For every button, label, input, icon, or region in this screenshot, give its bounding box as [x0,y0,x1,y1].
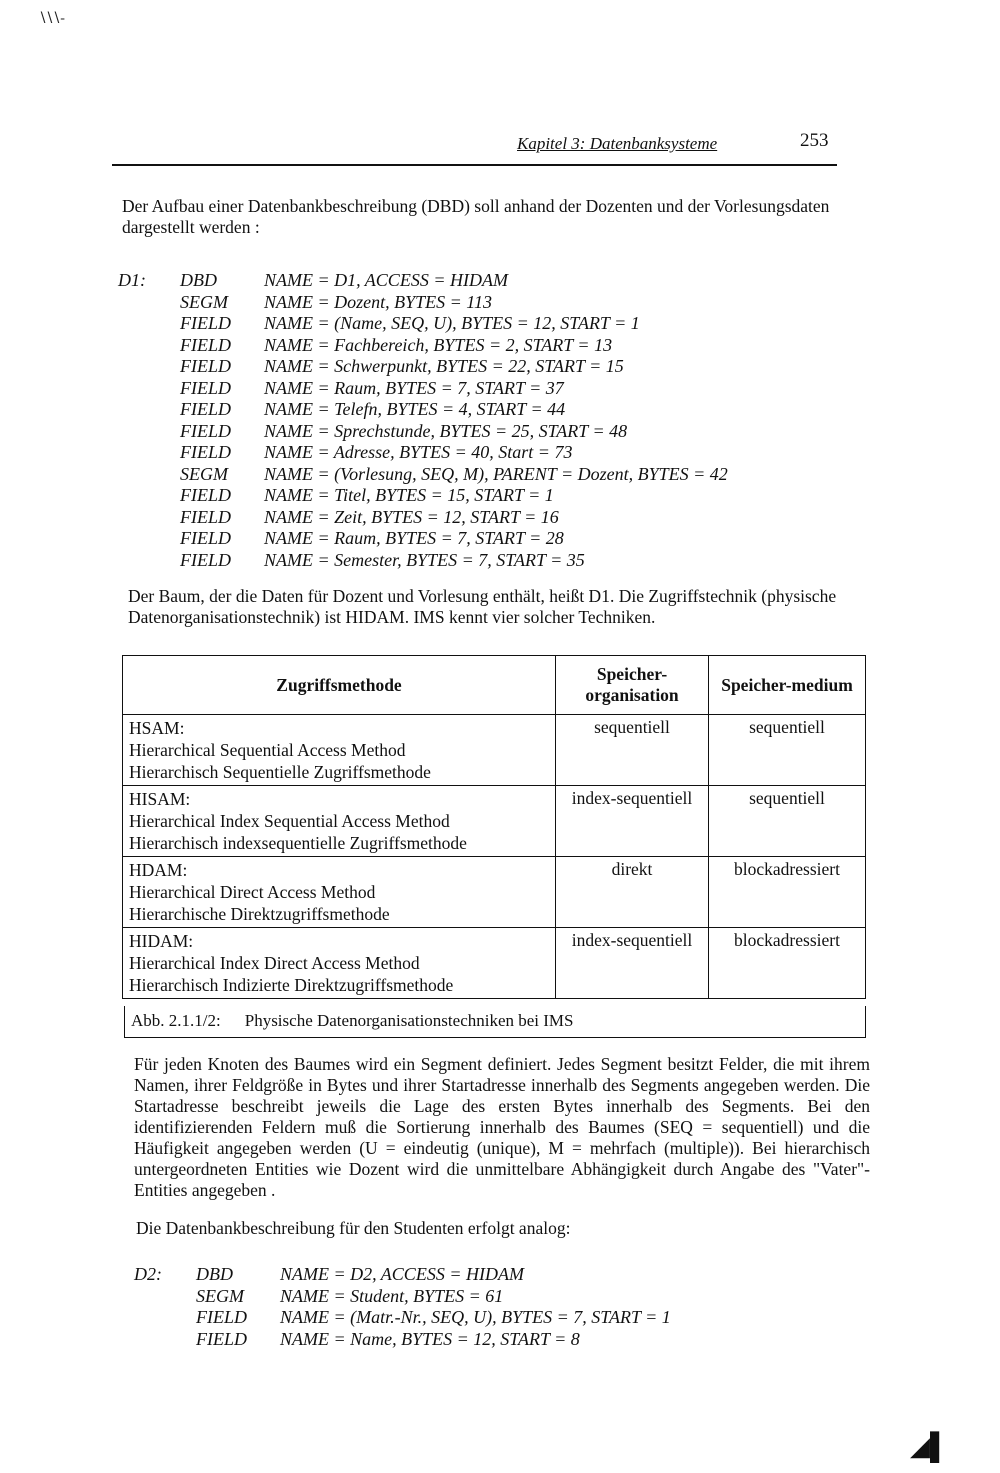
method-cell [123,715,556,786]
organisation-cell: index-sequentiell [556,786,709,857]
d1-row [118,421,728,443]
scan-mark: ∖∖∖ - [38,11,63,26]
method-cell [123,786,556,857]
d1-row [118,550,728,572]
d1-row [118,313,728,335]
method-cell [123,857,556,928]
d1-keyword: FIELD [180,549,231,570]
d1-row [118,507,728,529]
method-german: Hierarchisch Indizierte Direktzugriffsmethode [129,975,454,995]
d2-row [134,1307,671,1329]
d1-statement: NAME = Titel, BYTES = 15, START = 1 [264,485,554,505]
header-storage-organisation: Speicher-organisation [556,656,709,715]
table-row [123,857,866,928]
d1-label: D1: [118,270,146,290]
d1-keyword: FIELD [180,377,231,398]
d1-row [118,292,728,314]
d1-statement: NAME = Raum, BYTES = 7, START = 28 [264,528,564,548]
d1-statement: NAME = Sprechstunde, BYTES = 25, START = 48 [264,420,628,441]
table-row [123,786,866,857]
d2-statement: NAME = (Matr.-Nr., SEQ, U), BYTES = 7, START = 1 [280,1307,671,1327]
d1-keyword: FIELD [180,334,231,355]
method-name: HISAM: [129,789,191,809]
header-access-method: Zugriffsmethode [123,656,556,715]
d1-row [118,378,728,400]
d2-statement: NAME = D2, ACCESS = HIDAM [280,1264,524,1284]
d1-keyword: SEGM [180,291,228,312]
method-english: Hierarchical Sequential Access Method [129,740,406,760]
medium-cell: sequentiell [709,786,866,857]
method-german: Hierarchisch Sequentielle Zugriffsmethode [129,762,431,782]
d1-keyword: FIELD [180,420,231,441]
intro-paragraph: Der Aufbau einer Datenbankbeschreibung (DBD) soll anhand der Dozenten und der Vorlesungsdaten dargestellt werden : [122,196,830,237]
d2-intro-paragraph: Die Datenbankbeschreibung für den Studenten erfolgt analog: [136,1218,571,1238]
organisation-cell: index-sequentiell [556,928,709,999]
method-english: Hierarchical Index Direct Access Method [129,953,420,973]
method-name: HSAM: [129,718,185,738]
d1-keyword: FIELD [180,506,231,527]
d1-keyword: DBD [180,270,217,290]
d1-row [118,399,728,421]
body-paragraph: Für jeden Knoten des Baumes wird ein Segment definiert. Jedes Segment besitzt Felder, die mit ihrem Namen, ihrer Feldgröße in Bytes und ihrer Startadresse innerhalb des Segments angegeben werden. Die Startadresse beschreibt jeweils die Lage des ersten Bytes innerhalb des Segments. Bei den identifizierenden Feldern muß die Sortierung innerhalb des Baumes (SEQ = sequentiell) und die Häufigkeit angegeben werden (U = eindeutig (unique), M = mehrfach (multiple)). Bei hierarchisch untergeordneten Entities wie Dozent wird die unmittelbare Abhängigkeit durch Angabe des "Vater"-Entities angegeben . [134,1054,870,1200]
d1-row [118,464,728,486]
header-storage-medium: Speicher-medium [709,656,866,715]
method-name: HDAM: [129,860,188,880]
d1-statement: NAME = (Name, SEQ, U), BYTES = 12, START = 1 [264,313,640,333]
d2-row [134,1286,671,1308]
figure-caption [124,1006,866,1038]
d1-keyword: FIELD [180,399,231,419]
d2-description [134,1264,671,1350]
d1-statement: NAME = Dozent, BYTES = 113 [264,291,492,312]
page-header [112,128,837,166]
d1-statement: NAME = Fachbereich, BYTES = 2, START = 13 [264,334,613,355]
d2-row [134,1329,671,1351]
d1-keyword: FIELD [180,356,231,376]
organisation-cell: sequentiell [556,715,709,786]
d1-statement: NAME = D1, ACCESS = HIDAM [264,270,508,290]
table-row [123,715,866,786]
organisation-cell: direkt [556,857,709,928]
d1-row [118,485,728,507]
d1-description [118,270,728,571]
d1-statement: NAME = Schwerpunkt, BYTES = 22, START = 15 [264,356,624,376]
method-german: Hierarchisch indexsequentielle Zugriffsmethode [129,833,467,853]
d1-keyword: FIELD [180,313,231,333]
d2-label: D2: [134,1264,162,1284]
d1-row [118,356,728,378]
table-header-row [123,656,866,715]
d2-keyword: DBD [196,1264,233,1284]
after-d1-paragraph: Der Baum, der die Daten für Dozent und Vorlesung enthält, heißt D1. Die Zugriffstechnik (physische Datenorganisationstechnik) ist HIDAM. IMS kennt vier solcher Techniken. [128,586,837,627]
d1-keyword: SEGM [180,463,228,484]
d2-keyword: FIELD [196,1328,247,1349]
d1-keyword: FIELD [180,442,231,462]
d1-statement: NAME = (Vorlesung, SEQ, M), PARENT = Dozent, BYTES = 42 [264,463,728,484]
method-english: Hierarchical Direct Access Method [129,882,376,902]
method-cell [123,928,556,999]
method-german: Hierarchische Direktzugriffsmethode [129,904,390,924]
d2-statement: NAME = Student, BYTES = 61 [280,1285,504,1306]
d2-statement: NAME = Name, BYTES = 12, START = 8 [280,1328,580,1349]
caption-label: Abb. 2.1.1/2: [131,1011,221,1030]
d1-keyword: FIELD [180,528,231,548]
d2-keyword: FIELD [196,1307,247,1327]
d1-keyword: FIELD [180,485,231,505]
footer-mark: ◢▌ [910,1432,949,1461]
medium-cell: blockadressiert [709,857,866,928]
method-english: Hierarchical Index Sequential Access Method [129,811,450,831]
d1-row [118,335,728,357]
d1-statement: NAME = Telefn, BYTES = 4, START = 44 [264,399,566,419]
d1-statement: NAME = Raum, BYTES = 7, START = 37 [264,377,564,398]
method-name: HIDAM: [129,931,194,951]
chapter-title: Kapitel 3: Datenbanksysteme [517,134,718,153]
caption-text: Physische Datenorganisationstechniken bei IMS [244,1011,574,1030]
page-number: 253 [800,130,829,151]
d1-statement: NAME = Adresse, BYTES = 40, Start = 73 [264,442,573,462]
medium-cell: blockadressiert [709,928,866,999]
d2-row [134,1264,671,1286]
d1-row [118,270,728,292]
d1-row [118,528,728,550]
d1-statement: NAME = Semester, BYTES = 7, START = 35 [264,549,585,570]
access-methods-table [122,655,866,999]
d2-keyword: SEGM [196,1285,244,1306]
d1-statement: NAME = Zeit, BYTES = 12, START = 16 [264,506,559,527]
table-row [123,928,866,999]
medium-cell: sequentiell [709,715,866,786]
d1-row [118,442,728,464]
